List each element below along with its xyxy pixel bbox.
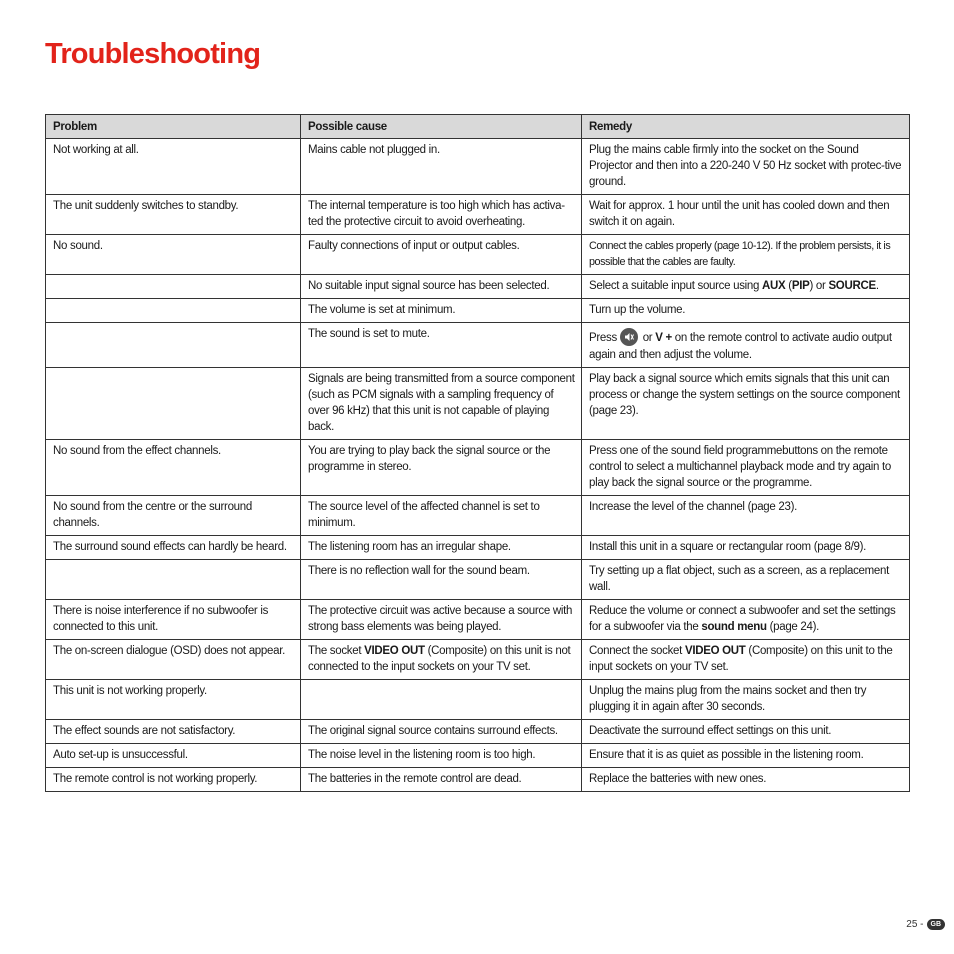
remedy-text: Reduce the volume or connect a subwoofer and set the settings for a subwoofer via the xyxy=(589,605,896,633)
remedy-cell: Increase the level of the channel (page 23). xyxy=(582,496,910,536)
problem-cell: The surround sound effects can hardly be heard. xyxy=(46,536,301,560)
remedy-cell: Deactivate the surround effect settings on this unit. xyxy=(582,720,910,744)
cause-text: The socket xyxy=(308,645,365,657)
problem-cell: Not working at all. xyxy=(46,139,301,195)
problem-cell xyxy=(46,368,301,440)
table-row xyxy=(46,496,910,536)
problem-cell: The unit suddenly switches to standby. xyxy=(46,195,301,235)
page-number: 25 - xyxy=(906,919,924,930)
remedy-cell: Wait for approx. 1 hour until the unit has cooled down and then switch it on again. xyxy=(582,195,910,235)
cause-cell: The listening room has an irregular shape. xyxy=(301,536,582,560)
problem-cell: No sound from the effect channels. xyxy=(46,440,301,496)
remedy-text: on the remote control to activate audio output again and then adjust the volume. xyxy=(589,332,892,361)
table-row xyxy=(46,600,910,640)
cause-cell: The sound is set to mute. xyxy=(301,323,582,368)
cause-cell: There is no reflection wall for the sound beam. xyxy=(301,560,582,600)
remedy-cell xyxy=(582,640,910,680)
cause-cell xyxy=(301,640,582,680)
problem-cell: Auto set-up is unsuccessful. xyxy=(46,744,301,768)
remedy-text: ) or xyxy=(809,280,829,292)
remedy-cell: Ensure that it is as quiet as possible in the listening room. xyxy=(582,744,910,768)
pip-key: PIP xyxy=(791,280,810,292)
cause-cell: The internal temperature is too high which has activa-ted the protective circuit to avoid overheating. xyxy=(301,195,582,235)
remedy-text: or xyxy=(639,332,656,345)
problem-cell xyxy=(46,323,301,368)
table-row xyxy=(46,299,910,323)
problem-cell: The remote control is not working properly. xyxy=(46,768,301,792)
table-row xyxy=(46,139,910,195)
table-row xyxy=(46,560,910,600)
remedy-cell xyxy=(582,600,910,640)
remedy-text: Select a suitable input source using xyxy=(589,280,763,292)
remedy-text: . xyxy=(875,280,879,292)
cause-cell: Faulty connections of input or output cables. xyxy=(301,235,582,275)
table-row xyxy=(46,680,910,720)
remedy-cell: Connect the cables properly (page 10-12). If the problem persists, it is possible that the cables are faulty. xyxy=(582,235,910,275)
remedy-cell: Press one of the sound field programmebuttons on the remote control to select a multichannel playback mode and try again to play back the signal source or the programme. xyxy=(582,440,910,496)
language-badge: GB xyxy=(927,919,946,930)
table-row xyxy=(46,768,910,792)
header-remedy: Remedy xyxy=(582,115,910,139)
page-title: Troubleshooting xyxy=(45,38,261,70)
remedy-text: (page 24). xyxy=(766,621,820,633)
problem-cell xyxy=(46,275,301,299)
remedy-cell: Turn up the volume. xyxy=(582,299,910,323)
cause-cell: The source level of the affected channel is set to minimum. xyxy=(301,496,582,536)
video-out-label: VIDEO OUT xyxy=(684,645,746,657)
table-header-row xyxy=(46,115,910,139)
header-possible-cause: Possible cause xyxy=(301,115,582,139)
remedy-cell: Unplug the mains plug from the mains socket and then try plugging it in again after 30 seconds. xyxy=(582,680,910,720)
table-row xyxy=(46,275,910,299)
remedy-cell: Play back a signal source which emits signals that this unit can process or change the system settings on the source component (page 23). xyxy=(582,368,910,440)
remedy-cell: Plug the mains cable firmly into the socket on the Sound Projector and then into a 220-240 V 50 Hz socket with protec-tive ground. xyxy=(582,139,910,195)
troubleshooting-table xyxy=(45,114,910,792)
volume-up-key: V + xyxy=(655,332,672,345)
table-row xyxy=(46,744,910,768)
cause-cell: No suitable input signal source has been selected. xyxy=(301,275,582,299)
problem-cell xyxy=(46,560,301,600)
cause-cell: You are trying to play back the signal source or the programme in stereo. xyxy=(301,440,582,496)
cause-text: (Composite) on this unit is not connected to the input sockets on your TV set. xyxy=(308,645,571,673)
remedy-cell xyxy=(582,323,910,368)
cause-cell: The noise level in the listening room is too high. xyxy=(301,744,582,768)
cause-cell: Signals are being transmitted from a source component (such as PCM signals with a sampling frequency of over 96 kHz) that this unit is not capable of playing back. xyxy=(301,368,582,440)
problem-cell: No sound. xyxy=(46,235,301,275)
page-footer xyxy=(906,919,945,930)
problem-cell: There is noise interference if no subwoofer is connected to this unit. xyxy=(46,600,301,640)
aux-key: AUX xyxy=(762,280,786,292)
video-out-label: VIDEO OUT xyxy=(364,645,425,657)
table-row xyxy=(46,195,910,235)
table-row xyxy=(46,440,910,496)
remedy-text: (Composite) on this unit to the input sockets on your TV set. xyxy=(589,645,893,673)
table-row xyxy=(46,536,910,560)
problem-cell: The on-screen dialogue (OSD) does not appear. xyxy=(46,640,301,680)
cause-cell: The volume is set at minimum. xyxy=(301,299,582,323)
table-row xyxy=(46,720,910,744)
table-row xyxy=(46,640,910,680)
problem-cell xyxy=(46,299,301,323)
remedy-cell: Try setting up a flat object, such as a screen, as a replacement wall. xyxy=(582,560,910,600)
problem-cell: No sound from the centre or the surround channels. xyxy=(46,496,301,536)
header-problem: Problem xyxy=(46,115,301,139)
problem-cell: This unit is not working properly. xyxy=(46,680,301,720)
cause-cell: Mains cable not plugged in. xyxy=(301,139,582,195)
mute-icon xyxy=(620,328,638,346)
table-row xyxy=(46,323,910,368)
table-row xyxy=(46,235,910,275)
remedy-text: Press xyxy=(589,332,620,345)
cause-cell: The protective circuit was active because a source with strong bass elements was being played. xyxy=(301,600,582,640)
cause-cell: The original signal source contains surround effects. xyxy=(301,720,582,744)
cause-cell xyxy=(301,680,582,720)
remedy-cell xyxy=(582,275,910,299)
remedy-cell: Install this unit in a square or rectangular room (page 8/9). xyxy=(582,536,910,560)
sound-menu-label: sound menu xyxy=(701,621,767,633)
problem-cell: The effect sounds are not satisfactory. xyxy=(46,720,301,744)
remedy-text: ( xyxy=(785,280,792,292)
remedy-text: Connect the socket xyxy=(589,645,685,657)
table-row xyxy=(46,368,910,440)
cause-cell: The batteries in the remote control are dead. xyxy=(301,768,582,792)
source-key: SOURCE xyxy=(828,280,876,292)
remedy-cell: Replace the batteries with new ones. xyxy=(582,768,910,792)
